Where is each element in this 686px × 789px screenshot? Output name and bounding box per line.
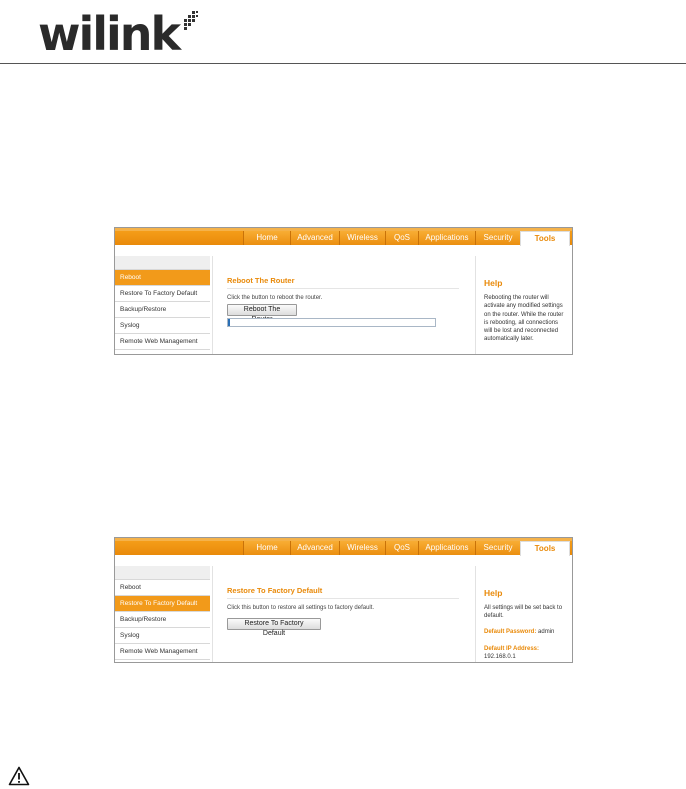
sidebar-item-remote-web-management[interactable]: Remote Web Management (115, 334, 210, 350)
sidebar (115, 566, 210, 660)
default-ip-value: 192.168.0.1 (484, 654, 516, 660)
title-divider (227, 598, 459, 599)
default-ip-label: Default IP Address: (484, 646, 540, 652)
help-text: Rebooting the router will activate any modified settings on the router. While the router is rebooting, all connections will be lost and reconnected automatically later. (484, 295, 564, 343)
top-nav-bar (115, 228, 572, 245)
sidebar (115, 256, 210, 350)
tab-wireless[interactable]: Wireless (339, 541, 385, 555)
tab-applications[interactable]: Applications (418, 541, 475, 555)
restore-factory-default-button[interactable]: Restore To Factory Default (227, 618, 321, 630)
sidebar-item-syslog[interactable]: Syslog (115, 628, 210, 644)
sidebar-item-backup-restore[interactable]: Backup/Restore (115, 302, 210, 318)
main-panel (212, 256, 473, 355)
title-divider (227, 288, 459, 289)
sidebar-item-backup-restore[interactable]: Backup/Restore (115, 612, 210, 628)
main-panel (212, 566, 473, 663)
progress-fill (228, 319, 230, 326)
sidebar-item-restore-factory-default[interactable]: Restore To Factory Default (115, 286, 210, 302)
reboot-button[interactable]: Reboot The (227, 304, 297, 316)
tab-applications[interactable]: Applications (418, 231, 475, 245)
tab-security[interactable]: Security (475, 231, 520, 245)
tab-tools[interactable]: Tools (520, 541, 570, 556)
logo-dots-icon (180, 10, 200, 32)
logo-text: wilink (38, 7, 180, 61)
help-panel (475, 566, 573, 663)
header-divider (0, 63, 686, 64)
warning-triangle-icon (8, 766, 30, 786)
tab-qos[interactable]: QoS (385, 541, 418, 555)
tab-qos[interactable]: QoS (385, 231, 418, 245)
top-nav-bar (115, 538, 572, 555)
sidebar-item-remote-web-management[interactable]: Remote Web Management (115, 644, 210, 660)
section-description: Click the button to reboot the router. (227, 295, 323, 301)
tab-wireless[interactable]: Wireless (339, 231, 385, 245)
sidebar-item-reboot[interactable]: Reboot (115, 580, 210, 596)
help-title: Help (484, 588, 503, 598)
reboot-progress-bar (227, 318, 436, 327)
reboot-screenshot (114, 227, 573, 355)
sidebar-item-syslog[interactable]: Syslog (115, 318, 210, 334)
section-title: Reboot The Router (227, 276, 295, 285)
tab-security[interactable]: Security (475, 541, 520, 555)
nav-tabs (243, 541, 570, 555)
tab-advanced[interactable]: Advanced (290, 231, 339, 245)
sidebar-item-reboot[interactable]: Reboot (115, 270, 210, 286)
section-description: Click this button to restore all settings to factory default. (227, 605, 375, 611)
default-password-row (484, 629, 554, 635)
sidebar-item-restore-factory-default[interactable]: Restore To Factory Default (115, 596, 210, 612)
restore-factory-screenshot (114, 537, 573, 663)
tab-home[interactable]: Home (243, 231, 290, 245)
default-password-label: Default Password: (484, 629, 537, 635)
wilink-logo (38, 6, 200, 62)
tab-advanced[interactable]: Advanced (290, 541, 339, 555)
tab-tools[interactable]: Tools (520, 231, 570, 246)
section-title: Restore To Factory Default (227, 586, 323, 595)
help-text: All settings will be set back to default. (484, 605, 563, 620)
default-password-value: admin (538, 629, 555, 635)
help-panel (475, 256, 573, 355)
tab-home[interactable]: Home (243, 541, 290, 555)
help-title: Help (484, 278, 503, 288)
nav-tabs (243, 231, 570, 245)
